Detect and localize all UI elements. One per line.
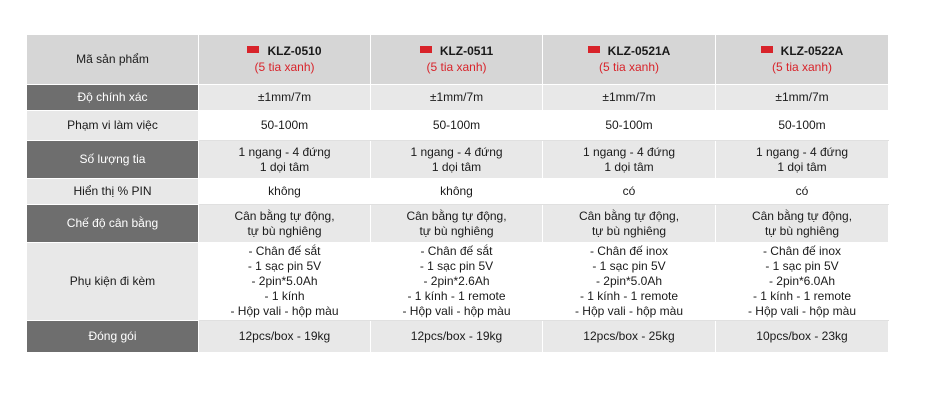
cell-line: - Hộp vali - hộp màu xyxy=(230,304,339,318)
cell-line: - Chân đế sắt xyxy=(248,244,321,258)
table-cell xyxy=(199,85,371,111)
cell-line: 50-100m xyxy=(432,118,481,132)
cell-line: Cân bằng tự động, xyxy=(234,208,335,223)
cell-line: Cân bằng tự động, xyxy=(578,208,680,223)
product-subtitle: (5 tia xanh) xyxy=(771,60,833,74)
cell-line: ±1mm/7m xyxy=(257,90,312,104)
table-cell xyxy=(716,141,889,179)
table-cell xyxy=(543,141,716,179)
table-cell xyxy=(199,205,371,243)
cell-line: 1 dọi tâm xyxy=(259,159,310,174)
table-cell xyxy=(371,141,543,179)
table-row xyxy=(27,321,889,353)
cell-line: - 1 kính - 1 remote xyxy=(407,289,506,303)
cell-line: ±1mm/7m xyxy=(602,90,656,104)
product-header-klz-0511 xyxy=(371,35,543,85)
cell-line: 1 dọi tâm xyxy=(604,159,654,174)
product-header-klz-0522a xyxy=(716,35,889,85)
cell-line: 12pcs/box - 19kg xyxy=(238,329,331,343)
row-label: Số lượng tia xyxy=(27,141,199,179)
cell-line: 1 ngang - 4 đứng xyxy=(410,144,503,159)
table-cell xyxy=(199,179,371,205)
cell-line: ±1mm/7m xyxy=(775,90,829,104)
product-header-klz-0510 xyxy=(199,35,371,85)
cell-line: - Chân đế inox xyxy=(762,244,842,258)
cell-line: - Chân đế inox xyxy=(589,244,669,258)
red-flag-icon xyxy=(588,46,600,53)
table-row xyxy=(27,141,889,179)
cell-line: - 1 sạc pin 5V xyxy=(765,259,839,273)
table-cell xyxy=(199,111,371,141)
cell-line: 12pcs/box - 19kg xyxy=(410,329,503,343)
cell-line: tự bù nghiêng xyxy=(419,223,494,238)
table-cell xyxy=(543,111,716,141)
table-cell xyxy=(199,141,371,179)
table-cell xyxy=(543,205,716,243)
cell-line: 1 ngang - 4 đứng xyxy=(582,144,676,159)
cell-line: - 2pin*6.0Ah xyxy=(768,274,836,288)
table-cell xyxy=(543,243,716,321)
cell-line: 1 ngang - 4 đứng xyxy=(238,144,331,159)
cell-line: 1 dọi tâm xyxy=(431,159,482,174)
red-flag-icon xyxy=(420,46,432,53)
cell-line: 12pcs/box - 25kg xyxy=(583,329,675,343)
cell-line: - 1 sạc pin 5V xyxy=(419,259,494,273)
cell-line: - Hộp vali - hộp màu xyxy=(574,304,684,318)
row-label: Đóng gói xyxy=(27,321,199,353)
table-cell xyxy=(199,243,371,321)
cell-line: Cân bằng tự động, xyxy=(406,208,507,223)
header-row xyxy=(27,35,889,85)
table-cell xyxy=(716,179,889,205)
red-flag-icon xyxy=(761,46,773,53)
table-cell xyxy=(716,205,889,243)
cell-line: - 2pin*5.0Ah xyxy=(595,274,663,288)
table-row xyxy=(27,179,889,205)
product-code: KLZ-0522A xyxy=(780,44,844,58)
cell-line: 1 dọi tâm xyxy=(777,159,827,174)
cell-line: 50-100m xyxy=(605,118,653,132)
row-label: Chế độ cân bằng xyxy=(27,205,199,243)
table-cell xyxy=(716,111,889,141)
product-subtitle: (5 tia xanh) xyxy=(426,60,487,74)
cell-line: 1 ngang - 4 đứng xyxy=(755,144,849,159)
header-label: Mã sản phẩm xyxy=(27,35,199,85)
cell-line: 50-100m xyxy=(778,118,826,132)
cell-line: tự bù nghiêng xyxy=(247,223,322,238)
product-subtitle: (5 tia xanh) xyxy=(254,60,315,74)
cell-line: tự bù nghiêng xyxy=(764,223,840,238)
cell-line: không xyxy=(268,184,301,198)
red-flag-icon xyxy=(247,46,259,53)
spec-table xyxy=(26,34,889,353)
product-code: KLZ-0510 xyxy=(267,44,322,58)
product-code: KLZ-0521A xyxy=(607,44,671,58)
table-row xyxy=(27,205,889,243)
cell-line: có xyxy=(795,184,809,198)
cell-line: - 2pin*2.6Ah xyxy=(423,274,490,288)
cell-line: không xyxy=(440,184,473,198)
spec-body xyxy=(27,85,889,353)
cell-line: - 1 sạc pin 5V xyxy=(247,259,322,273)
table-row xyxy=(27,111,889,141)
cell-line: - 1 sạc pin 5V xyxy=(592,259,666,273)
product-code: KLZ-0511 xyxy=(439,44,494,58)
table-cell xyxy=(543,321,716,353)
cell-line: có xyxy=(622,184,636,198)
row-label: Phụ kiện đi kèm xyxy=(27,243,199,321)
cell-line: - Hộp vali - hộp màu xyxy=(402,304,511,318)
table-cell xyxy=(371,321,543,353)
table-cell xyxy=(371,85,543,111)
cell-line: - 1 kính - 1 remote xyxy=(579,289,679,303)
table-cell xyxy=(371,205,543,243)
table-cell xyxy=(543,179,716,205)
row-label: Hiển thị % PIN xyxy=(27,179,199,205)
table-row xyxy=(27,243,889,321)
cell-line: - 2pin*5.0Ah xyxy=(251,274,318,288)
table-cell xyxy=(371,179,543,205)
cell-line: - 1 kính - 1 remote xyxy=(752,289,852,303)
product-subtitle: (5 tia xanh) xyxy=(598,60,660,74)
cell-line: ±1mm/7m xyxy=(429,90,484,104)
table-cell xyxy=(543,85,716,111)
cell-line: - Chân đế sắt xyxy=(420,244,493,258)
cell-line: 50-100m xyxy=(260,118,309,132)
table-row xyxy=(27,85,889,111)
table-cell xyxy=(371,243,543,321)
cell-line: tự bù nghiêng xyxy=(591,223,667,238)
table-cell xyxy=(716,85,889,111)
table-cell xyxy=(716,321,889,353)
cell-line: - Hộp vali - hộp màu xyxy=(747,304,857,318)
table-cell xyxy=(199,321,371,353)
row-label: Độ chính xác xyxy=(27,85,199,111)
table-cell xyxy=(716,243,889,321)
product-header-klz-0521a xyxy=(543,35,716,85)
row-label: Phạm vi làm việc xyxy=(27,111,199,141)
table-cell xyxy=(371,111,543,141)
cell-line: 10pcs/box - 23kg xyxy=(756,329,848,343)
cell-line: Cân bằng tự động, xyxy=(751,208,853,223)
cell-line: - 1 kính xyxy=(264,289,305,303)
